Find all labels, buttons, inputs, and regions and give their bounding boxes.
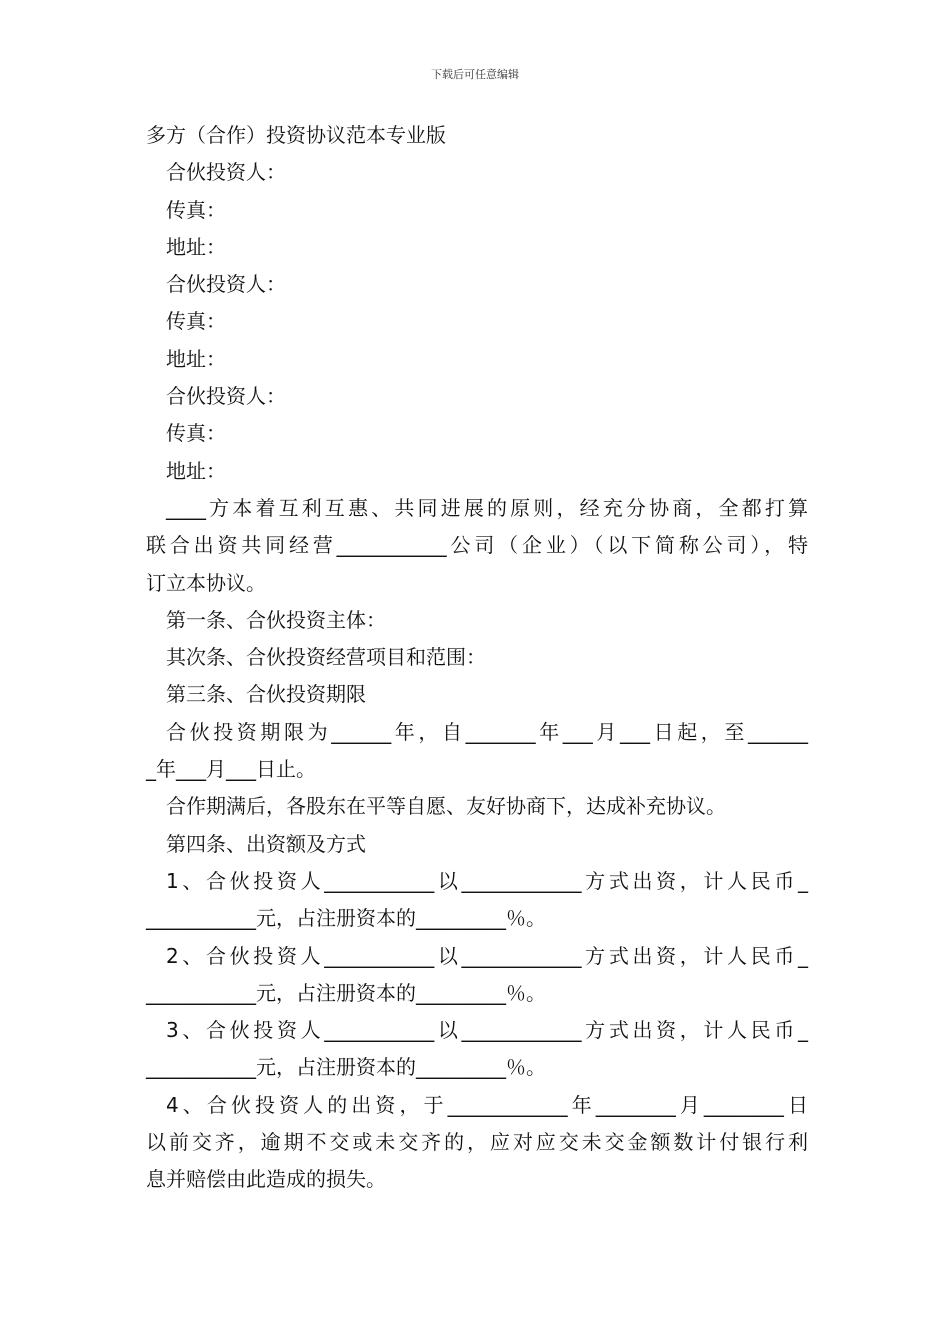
contribution-1-line-2: ___________元，占注册资本的_________％。 bbox=[146, 906, 546, 931]
party-3-fax: 传真： bbox=[166, 421, 226, 446]
article-1-heading: 第一条、合伙投资主体： bbox=[166, 607, 386, 632]
contribution-1-line-1: 1、合伙投资人___________以____________方式出资，计人民币_ bbox=[166, 868, 808, 893]
party-2-fax: 传真： bbox=[166, 309, 226, 334]
article-4-heading: 第四条、出资额及方式 bbox=[166, 831, 366, 856]
party-1-address: 地址： bbox=[166, 234, 226, 259]
payment-line-1: 4、合伙投资人的出资，于____________年________月________日 bbox=[166, 1092, 808, 1117]
contribution-3-line-1: 3、合伙投资人___________以____________方式出资，计人民币_ bbox=[166, 1018, 808, 1043]
contribution-2-line-2: ___________元，占注册资本的_________％。 bbox=[146, 980, 546, 1005]
party-2-address: 地址： bbox=[166, 346, 226, 371]
article-3-heading: 第三条、合伙投资期限 bbox=[166, 682, 366, 707]
header-note: 下载后可任意编辑 bbox=[431, 68, 519, 81]
article-2-heading: 其次条、合伙投资经营项目和范围： bbox=[166, 645, 486, 670]
term-line-1: 合伙投资期限为______年，自_______年___月___日起，至______ bbox=[166, 719, 808, 744]
intro-line-1: ____方本着互利互惠、共同进展的原则，经充分协商，全都打算 bbox=[166, 495, 808, 520]
intro-line-3: 订立本协议。 bbox=[146, 570, 266, 595]
party-2-investor: 合伙投资人： bbox=[166, 272, 286, 297]
party-1-fax: 传真： bbox=[166, 197, 226, 222]
party-3-address: 地址： bbox=[166, 458, 226, 483]
renewal-clause: 合作期满后，各股东在平等自愿、友好协商下，达成补充协议。 bbox=[166, 794, 726, 819]
payment-line-3: 息并赔偿由此造成的损失。 bbox=[146, 1167, 386, 1192]
contribution-3-line-2: ___________元，占注册资本的_________％。 bbox=[146, 1055, 546, 1080]
document-title: 多方（合作）投资协议范本专业版 bbox=[146, 123, 446, 147]
payment-line-2: 以前交齐，逾期不交或未交齐的，应对应交未交金额数计付银行利 bbox=[146, 1130, 808, 1155]
intro-line-2: 联合出资共同经营___________公司（企业）（以下简称公司），特 bbox=[146, 533, 808, 558]
contribution-2-line-1: 2、合伙投资人___________以____________方式出资，计人民币_ bbox=[166, 943, 808, 968]
agreement-body bbox=[146, 117, 808, 1199]
party-3-investor: 合伙投资人： bbox=[166, 384, 286, 409]
term-line-2: _年___月___日止。 bbox=[146, 757, 316, 782]
party-1-investor: 合伙投资人： bbox=[166, 160, 286, 185]
